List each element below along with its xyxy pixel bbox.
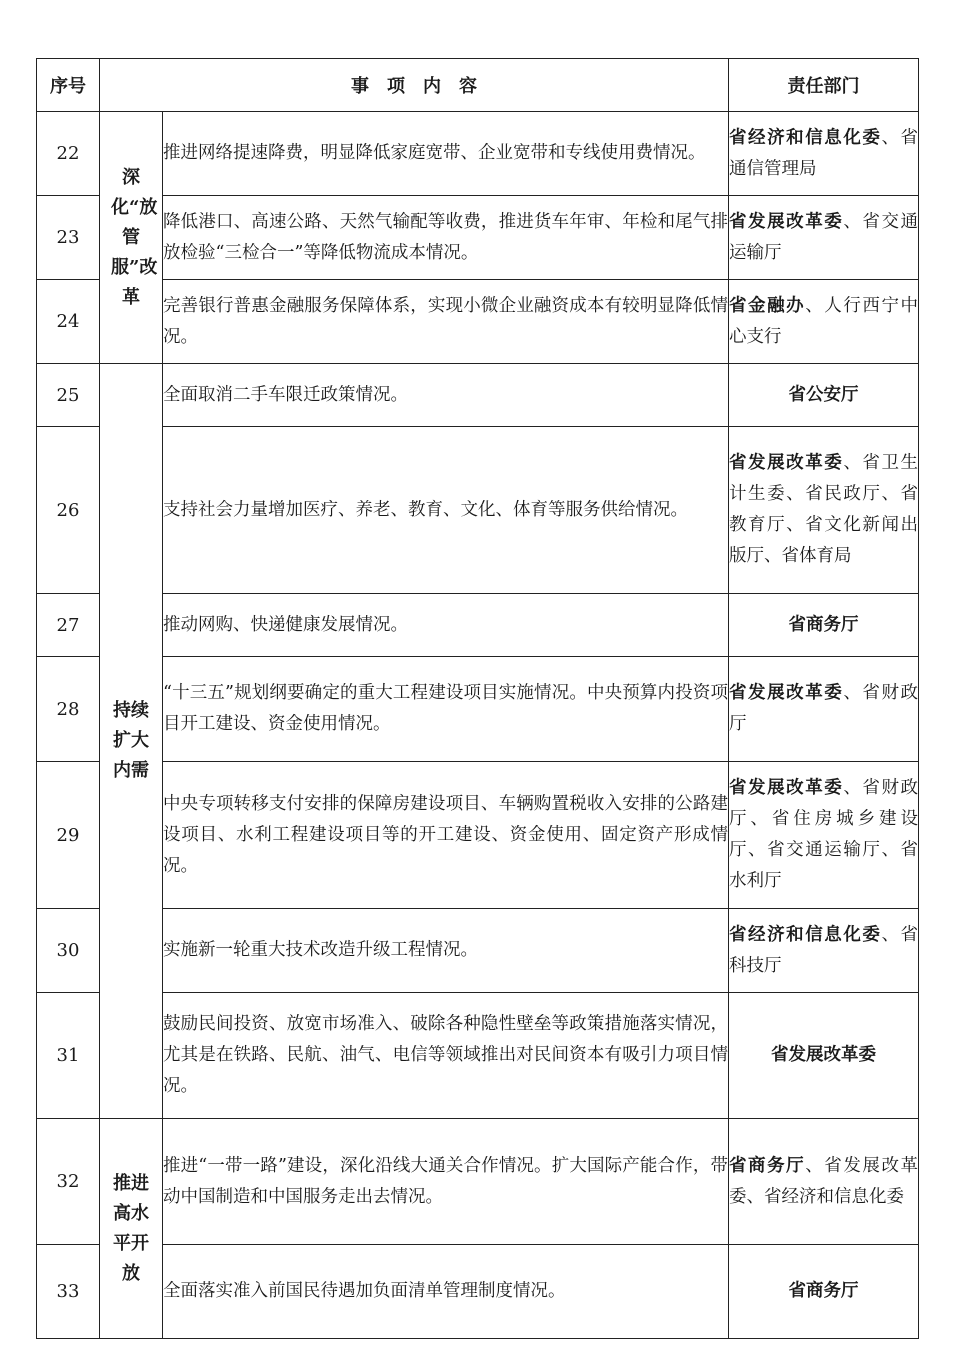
- category-label: 推进高水平开放: [113, 1172, 149, 1284]
- row-department: 省金融办、人行西宁中心支行: [729, 280, 919, 364]
- row-department: 省商务厅: [729, 594, 919, 657]
- row-number: 33: [37, 1245, 100, 1339]
- row-content: 实施新一轮重大技术改造升级工程情况。: [163, 909, 729, 993]
- table-row: [37, 112, 919, 196]
- row-department: 省发展改革委、省财政厅: [729, 657, 919, 762]
- row-number: 31: [37, 993, 100, 1119]
- row-department: 省商务厅、省发展改革委、省经济和信息化委: [729, 1119, 919, 1245]
- table-row: [37, 762, 919, 909]
- row-number: 32: [37, 1119, 100, 1245]
- row-number: 25: [37, 364, 100, 427]
- row-number: 24: [37, 280, 100, 364]
- header-number: 序号: [37, 59, 100, 112]
- row-department: 省发展改革委、省财政厅、省住房城乡建设厅、省交通运输厅、省水利厅: [729, 762, 919, 909]
- row-content: “十三五”规划纲要确定的重大工程建设项目实施情况。中央预算内投资项目开工建设、资金使用情况。: [163, 657, 729, 762]
- row-department: 省发展改革委: [729, 993, 919, 1119]
- row-number: 22: [37, 112, 100, 196]
- category-label: 持续扩大内需: [113, 700, 149, 781]
- category-cell: [100, 364, 163, 1119]
- table-row: [37, 1245, 919, 1339]
- row-content: 全面取消二手车限迁政策情况。: [163, 364, 729, 427]
- responsibility-table: [36, 58, 919, 1339]
- table-row: [37, 196, 919, 280]
- row-number: 30: [37, 909, 100, 993]
- row-department: 省公安厅: [729, 364, 919, 427]
- row-content: 全面落实准入前国民待遇加负面清单管理制度情况。: [163, 1245, 729, 1339]
- row-content: 鼓励民间投资、放宽市场准入、破除各种隐性壁垒等政策措施落实情况，尤其是在铁路、民航、油气、电信等领域推出对民间资本有吸引力项目情况。: [163, 993, 729, 1119]
- row-number: 26: [37, 427, 100, 594]
- table-row: [37, 594, 919, 657]
- row-department: 省商务厅: [729, 1245, 919, 1339]
- row-department: 省经济和信息化委、省科技厅: [729, 909, 919, 993]
- row-number: 29: [37, 762, 100, 909]
- row-content: 推动网购、快递健康发展情况。: [163, 594, 729, 657]
- row-number: 23: [37, 196, 100, 280]
- table-row: [37, 993, 919, 1119]
- row-content: 中央专项转移支付安排的保障房建设项目、车辆购置税收入安排的公路建设项目、水利工程建设项目等的开工建设、资金使用、固定资产形成情况。: [163, 762, 729, 909]
- row-content: 支持社会力量增加医疗、养老、教育、文化、体育等服务供给情况。: [163, 427, 729, 594]
- row-content: 推进网络提速降费，明显降低家庭宽带、企业宽带和专线使用费情况。: [163, 112, 729, 196]
- table-row: [37, 427, 919, 594]
- header-content: 事 项 内 容: [100, 59, 729, 112]
- row-number: 27: [37, 594, 100, 657]
- table-row: [37, 657, 919, 762]
- row-department: 省发展改革委、省卫生计生委、省民政厅、省教育厅、省文化新闻出版厅、省体育局: [729, 427, 919, 594]
- table-row: [37, 909, 919, 993]
- row-content: 降低港口、高速公路、天然气输配等收费，推进货车年审、年检和尾气排放检验“三检合一”等降低物流成本情况。: [163, 196, 729, 280]
- table-row: [37, 280, 919, 364]
- table-header-row: [37, 59, 919, 112]
- category-cell: [100, 112, 163, 364]
- row-department: 省发展改革委、省交通运输厅: [729, 196, 919, 280]
- table-row: [37, 364, 919, 427]
- row-content: 推进“一带一路”建设，深化沿线大通关合作情况。扩大国际产能合作，带动中国制造和中国服务走出去情况。: [163, 1119, 729, 1245]
- row-content: 完善银行普惠金融服务保障体系，实现小微企业融资成本有较明显降低情况。: [163, 280, 729, 364]
- row-department: 省经济和信息化委、省通信管理局: [729, 112, 919, 196]
- category-cell: [100, 1119, 163, 1339]
- category-label: 深化“放管服”改革: [111, 166, 158, 308]
- table-row: [37, 1119, 919, 1245]
- header-department: 责任部门: [729, 59, 919, 112]
- row-number: 28: [37, 657, 100, 762]
